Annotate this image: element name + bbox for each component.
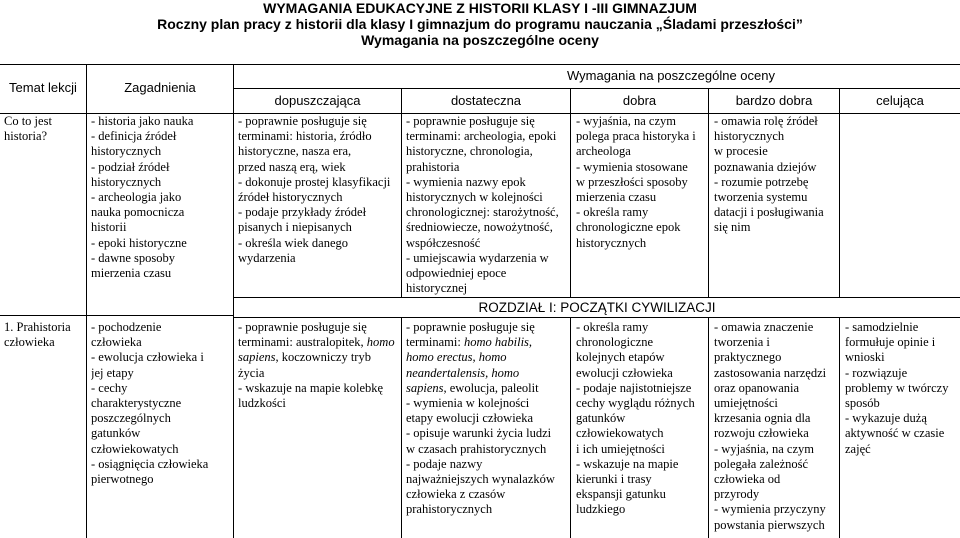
grade-bardzo-dobra: bardzo dobra	[735, 93, 813, 108]
document-title: WYMAGANIA EDUKACYJNE Z HISTORII KLASY I -III GIMNAZJUM	[263, 0, 697, 16]
row-divider-left	[0, 315, 233, 316]
col-divider-1	[86, 64, 87, 538]
row2-dostateczna	[406, 320, 569, 518]
row2-celujaca: - samodzielnie formułuje opinie i wnioski - rozwiązuje problemy w twórczy sposób - wykazuje dużą aktywność w czasie zajęć	[845, 320, 949, 456]
section-title: ROZDZIAŁ I: POCZĄTKI CYWILIZACJI	[234, 299, 960, 316]
row1-dopuszczajaca: - poprawnie posługuje się terminami: historia, źródło historyczne, nasza era, przed naszą erą, wiek - dokonuje prostej klasyfikacji źródeł historycznych - podaje przykłady źródeł pisanych i niepisanych - określa wiek danego wydarzenia	[238, 114, 391, 265]
document-subtitle: Roczny plan pracy z historii dla klasy I gimnazjum do programu nauczania „Śladami przeszłości”	[157, 16, 803, 32]
row2-dopuszczajaca-rest: , koczowniczy tryb życia - wskazuje na mapie kolebkę ludzkości	[238, 350, 384, 411]
col-divider-5b	[708, 318, 709, 538]
header-zagadnienia: Zagadnienia	[124, 80, 196, 95]
row2-dobra: - określa ramy chronologiczne kolejnych etapów ewolucji człowieka - podaje najistotniejsze cechy wyglądu różnych gatunków człowiekowatych i ich umiejętności - wskazuje na mapie kierunki i trasy ekspansji gatunku ludzkiego	[576, 320, 695, 517]
row1-zagadnienia: - historia jako nauka - definicja źródeł historycznych - podział źródeł historycznych - archeologia jako nauka pomocnicza historii - epoki historyczne - dawne sposoby mierzenia czasu	[91, 114, 194, 281]
row2-dopuszczajaca-homo-sapiens: homo sapiens	[238, 335, 395, 365]
grade-header-divider	[233, 88, 960, 89]
section-top-border	[233, 297, 960, 298]
row1-dobra: - wyjaśnia, na czym polega praca historyka i archeologa - wymienia stosowane w przeszłości sposoby mierzenia czasu - określa ramy chronologiczne epok historycznych	[576, 114, 696, 250]
row2-dostateczna-intro: - poprawnie posługuje się terminami:	[406, 320, 535, 350]
row1-temat: Co to jest historia?	[4, 114, 52, 144]
row2-temat: 1. Prahistoria człowieka	[4, 320, 71, 350]
row2-dopuszczajaca-intro: - poprawnie posługuje się terminami: australopitek,	[238, 320, 367, 350]
col-divider-6	[839, 89, 840, 297]
row2-dostateczna-rest: , ewolucja, paleolit - wymienia w kolejności etapy ewolucji człowieka - opisuje warunki życia ludzi w czasach prahistorycznych - podaje nazwy najważniejszych wynalazków człowieka z czasów prahistorycznych	[406, 380, 555, 517]
grade-dobra: dobra	[622, 93, 657, 108]
header-temat-lekcji: Temat lekcji	[9, 80, 77, 95]
document-subheading: Wymagania na poszczególne oceny	[361, 32, 599, 48]
row2-bardzo-dobra: - omawia znaczenie tworzenia i praktycznego zastosowania narzędzi oraz opanowania umiejętności krzesania ognia dla rozwoju człowieka - wyjaśnia, na czym polegała zależność człowieka od przyrody - wymienia przyczyny powstania pierwszych	[714, 320, 827, 532]
grade-dostateczna: dostateczna	[450, 93, 522, 108]
col-divider-5	[708, 89, 709, 297]
col-divider-6b	[839, 318, 840, 538]
row2-dostateczna-species: homo habilis, homo erectus, homo neandertalensis, homo sapiens	[406, 335, 533, 395]
row2-zagadnienia: - pochodzenie człowieka - ewolucja człowieka i jej etapy - cechy charakterystyczne poszczególnych gatunków człowiekowatych - osiągnięcia człowieka pierwotnego	[91, 320, 209, 487]
col-divider-3	[401, 89, 402, 297]
row1-dostateczna: - poprawnie posługuje się terminami: archeologia, epoki historyczne, chronologia, prahistoria - wymienia nazwy epok historycznych w kolejności chronologicznej: starożytność, średniowiecze, nowożytność, współczesność - umiejscawia wydarzenia w odpowiedniej epoce historycznej	[406, 114, 559, 296]
col-divider-4	[570, 89, 571, 297]
row1-bardzo-dobra: - omawia rolę źródeł historycznych w procesie poznawania dziejów - rozumie potrzebę tworzenia systemu datacji i posługiwania się nim	[714, 114, 824, 235]
col-divider-4b	[570, 318, 571, 538]
table-border-top	[0, 64, 960, 65]
section-bottom-border	[233, 317, 960, 318]
header-wymagania: Wymagania na poszczególne oceny	[566, 68, 775, 83]
col-divider-3b	[401, 318, 402, 538]
grade-dopuszczajaca: dopuszczająca	[274, 93, 361, 108]
grade-celujaca: celująca	[876, 93, 924, 108]
row2-dopuszczajaca	[238, 320, 400, 411]
